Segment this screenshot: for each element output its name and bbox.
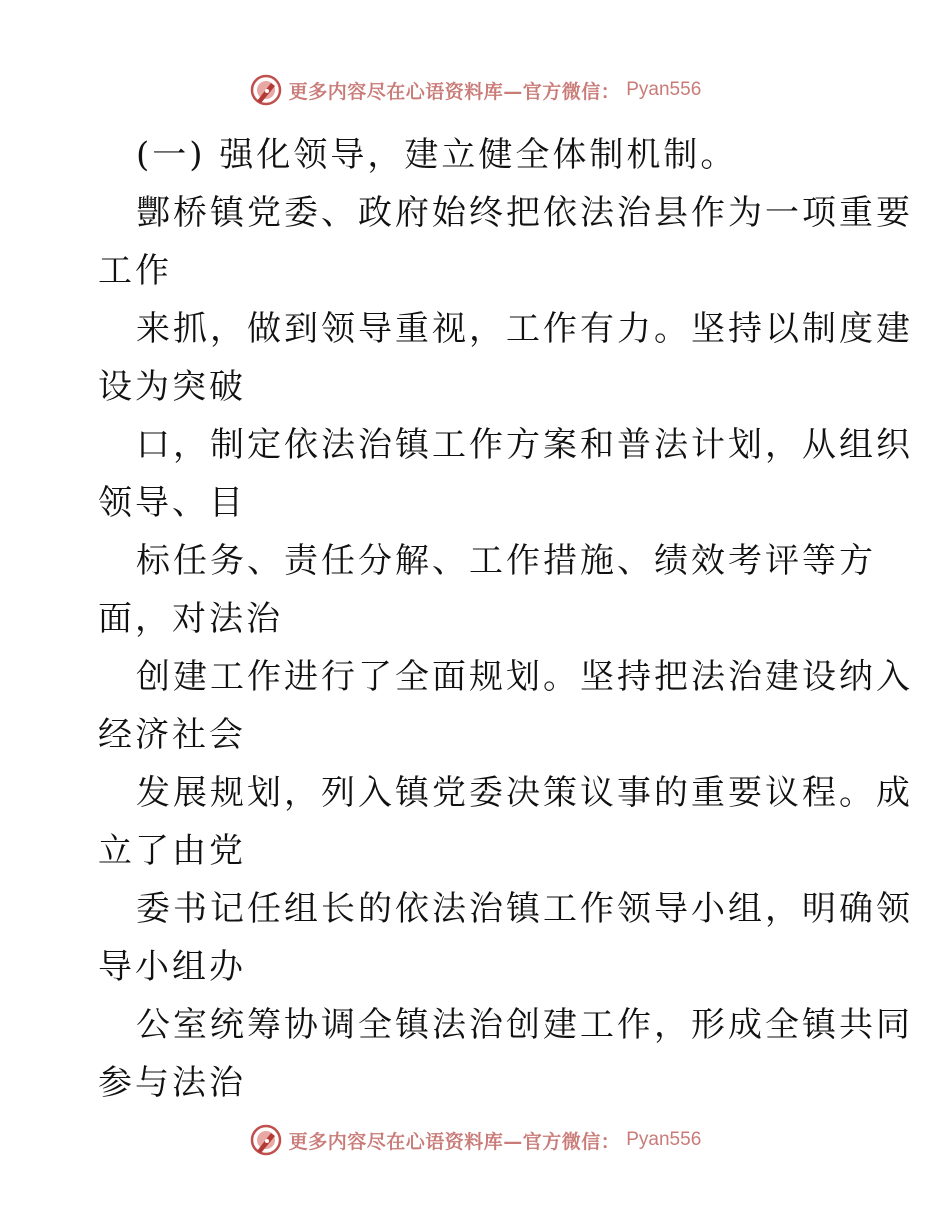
text-line: 设为突破 — [98, 367, 246, 407]
text-line: (一) 强化领导，建立健全体制机制。 — [136, 135, 738, 175]
text-line: 立了由党 — [98, 831, 246, 871]
watermark-id: Pyan556 — [626, 1129, 702, 1150]
footer-watermark — [0, 1120, 950, 1160]
pen-nib-logo-icon — [249, 73, 283, 107]
watermark-id: Pyan556 — [626, 79, 702, 100]
text-line: 参与法治 — [98, 1063, 246, 1103]
text-line: 导小组办 — [98, 947, 246, 987]
text-line: 面，对法治 — [98, 599, 283, 639]
text-line: 委书记任组长的依法治镇工作领导小组，明确领 — [136, 889, 913, 929]
text-line: 公室统筹协调全镇法治创建工作，形成全镇共同 — [136, 1005, 913, 1045]
text-line: 发展规划，列入镇党委决策议事的重要议程。成 — [136, 773, 913, 813]
text-line: 标任务、责任分解、工作措施、绩效考评等方 — [136, 541, 876, 581]
watermark-text: 更多内容尽在心语资料库—官方微信： — [288, 1130, 621, 1153]
text-line: 来抓，做到领导重视，工作有力。坚持以制度建 — [136, 309, 913, 349]
pen-nib-logo-icon — [249, 1123, 283, 1157]
text-line: 经济社会 — [98, 715, 246, 755]
watermark-text: 更多内容尽在心语资料库—官方微信： — [288, 80, 621, 103]
header-watermark — [0, 70, 950, 110]
text-line: 创建工作进行了全面规划。坚持把法治建设纳入 — [136, 657, 913, 697]
text-line: 酆桥镇党委、政府始终把依法治县作为一项重要 — [136, 193, 913, 233]
text-line: 口，制定依法治镇工作方案和普法计划，从组织 — [136, 425, 913, 465]
text-line: 工作 — [98, 251, 172, 291]
text-line: 领导、目 — [98, 483, 246, 523]
document-body — [98, 126, 913, 1112]
